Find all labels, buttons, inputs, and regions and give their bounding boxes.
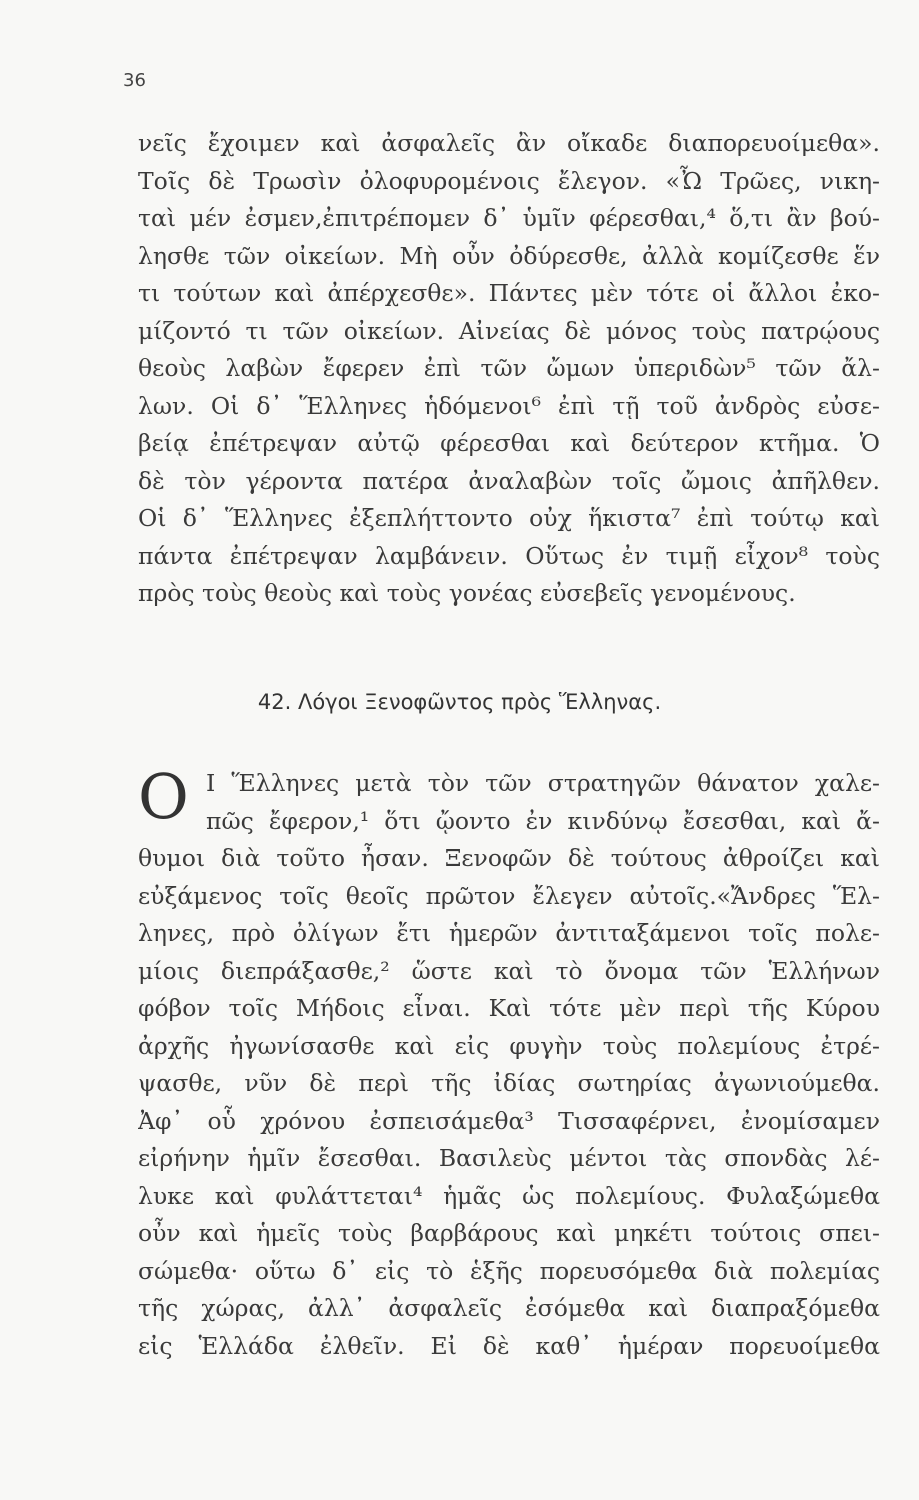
text-line: θυμοι διὰ τοῦτο ἦσαν. Ξενοφῶν δὲ τούτους ἀθροίζει καὶ <box>138 844 880 872</box>
text-line: ληνες, πρὸ ὀλίγων ἔτι ἡμερῶν ἀντιταξάμενοι τοῖς πολε- <box>138 919 880 947</box>
text-line: εἰς Ἑλλάδα ἐλθεῖν. Εἰ δὲ καθ᾽ ἡμέραν πορευοίμεθα <box>138 1331 880 1360</box>
drop-cap: O <box>138 760 189 833</box>
text-line: σώμεθα· οὕτω δ᾽ εἰς τὸ ἑξῆς πορευσόμεθα διὰ πολεμίας <box>138 1256 880 1285</box>
text-line: λυκε καὶ φυλάττεται⁴ ἡμᾶς ὡς πολεμίους. Φυλαξώμεθα <box>138 1181 880 1210</box>
text-line: τῆς χώρας, ἀλλ᾽ ἀσφαλεῖς ἐσόμεθα καὶ διαπραξόμεθα <box>138 1294 880 1322</box>
text-line: ἀρχῆς ἠγωνίσασθε καὶ εἰς φυγὴν τοὺς πολεμίους ἐτρέ- <box>138 1031 880 1060</box>
text-line: ψασθε, νῦν δὲ περὶ τῆς ἰδίας σωτηρίας ἀγωνιούμεθα. <box>138 1069 880 1097</box>
text-line: φόβον τοῖς Μήδοις εἶναι. Καὶ τότε μὲν περὶ τῆς Κύρου <box>138 994 880 1022</box>
section-heading: 42. Λόγοι Ξενοφῶντος πρὸς Ἕλληνας. <box>257 690 662 714</box>
text-line: μίοις διεπράξασθε,² ὥστε καὶ τὸ ὄνομα τῶν Ἑλλήνων <box>138 956 880 985</box>
paragraph-1 <box>138 125 880 613</box>
text-line: οὖν καὶ ἡμεῖς τοὺς βαρβάρους καὶ μηκέτι τούτοις σπει- <box>138 1219 880 1247</box>
text-line: λων. Οἱ δ᾽ Ἕλληνες ἡδόμενοι⁶ ἐπὶ τῇ τοῦ ἀνδρὸς εὐσε- <box>138 391 880 420</box>
text-line: Ι Ἕλληνες μετὰ τὸν τῶν στρατηγῶν θάνατον χαλε- <box>206 769 880 797</box>
text-line: πῶς ἔφερον,¹ ὅτι ᾤοντο ἐν κινδύνῳ ἔσεσθαι, καὶ ἄ- <box>206 806 880 835</box>
text-line: εὐξάμενος τοῖς θεοῖς πρῶτον ἔλεγεν αὐτοῖς.«Ἄνδρες Ἕλ- <box>138 881 880 910</box>
text-line: Οἱ δ᾽ Ἕλληνες ἐξεπλήττοντο οὐχ ἥκιστα⁷ ἐπὶ τούτῳ καὶ <box>138 504 880 532</box>
text-line: νεῖς ἔχοιμεν καὶ ἀσφαλεῖς ἂν οἴκαδε διαπορευοίμεθα». <box>138 129 880 157</box>
text-line: τι τούτων καὶ ἀπέρχεσθε». Πάντες μὲν τότε οἱ ἄλλοι ἐκο- <box>138 279 880 307</box>
text-line: λησθε τῶν οἰκείων. Μὴ οὖν ὀδύρεσθε, ἀλλὰ κομίζεσθε ἕν <box>138 241 880 270</box>
paragraph-2 <box>138 765 880 1365</box>
text-line: εἰρήνην ἡμῖν ἔσεσθαι. Βασιλεὺς μέντοι τὰς σπονδὰς λέ- <box>138 1144 880 1172</box>
page-number: 36 <box>123 70 146 91</box>
text-line: μίζοντό τι τῶν οἰκείων. Αἰνείας δὲ μόνος τοὺς πατρῴους <box>138 316 880 345</box>
text-line: βείᾳ ἐπέτρεψαν αὐτῷ φέρεσθαι καὶ δεύτερον κτῆμα. Ὁ <box>138 429 880 457</box>
text-line: ταὶ μέν ἐσμεν,ἐπιτρέπομεν δ᾽ ὑμῖν φέρεσθαι,⁴ ὅ,τι ἂν βού- <box>138 204 880 232</box>
text-line: πάντα ἐπέτρεψαν λαμβάνειν. Οὕτως ἐν τιμῇ εἶχον⁸ τοὺς <box>138 541 880 570</box>
text-line: δὲ τὸν γέροντα πατέρα ἀναλαβὼν τοῖς ὤμοις ἀπῆλθεν. <box>138 466 880 495</box>
text-line: θεοὺς λαβὼν ἔφερεν ἐπὶ τῶν ὤμων ὑπεριδὼν⁵ τῶν ἄλ- <box>138 354 880 382</box>
text-line: πρὸς τοὺς θεοὺς καὶ τοὺς γονέας εὐσεβεῖς γενομένους. <box>138 579 796 607</box>
text-line: Τοῖς δὲ Τρωσὶν ὀλοφυρομένοις ἔλεγον. «Ὦ Τρῶες, νικη- <box>138 166 880 195</box>
text-line: Ἀφ᾽ οὗ χρόνου ἐσπεισάμεθα³ Τισσαφέρνει, ἐνομίσαμεν <box>138 1106 880 1135</box>
